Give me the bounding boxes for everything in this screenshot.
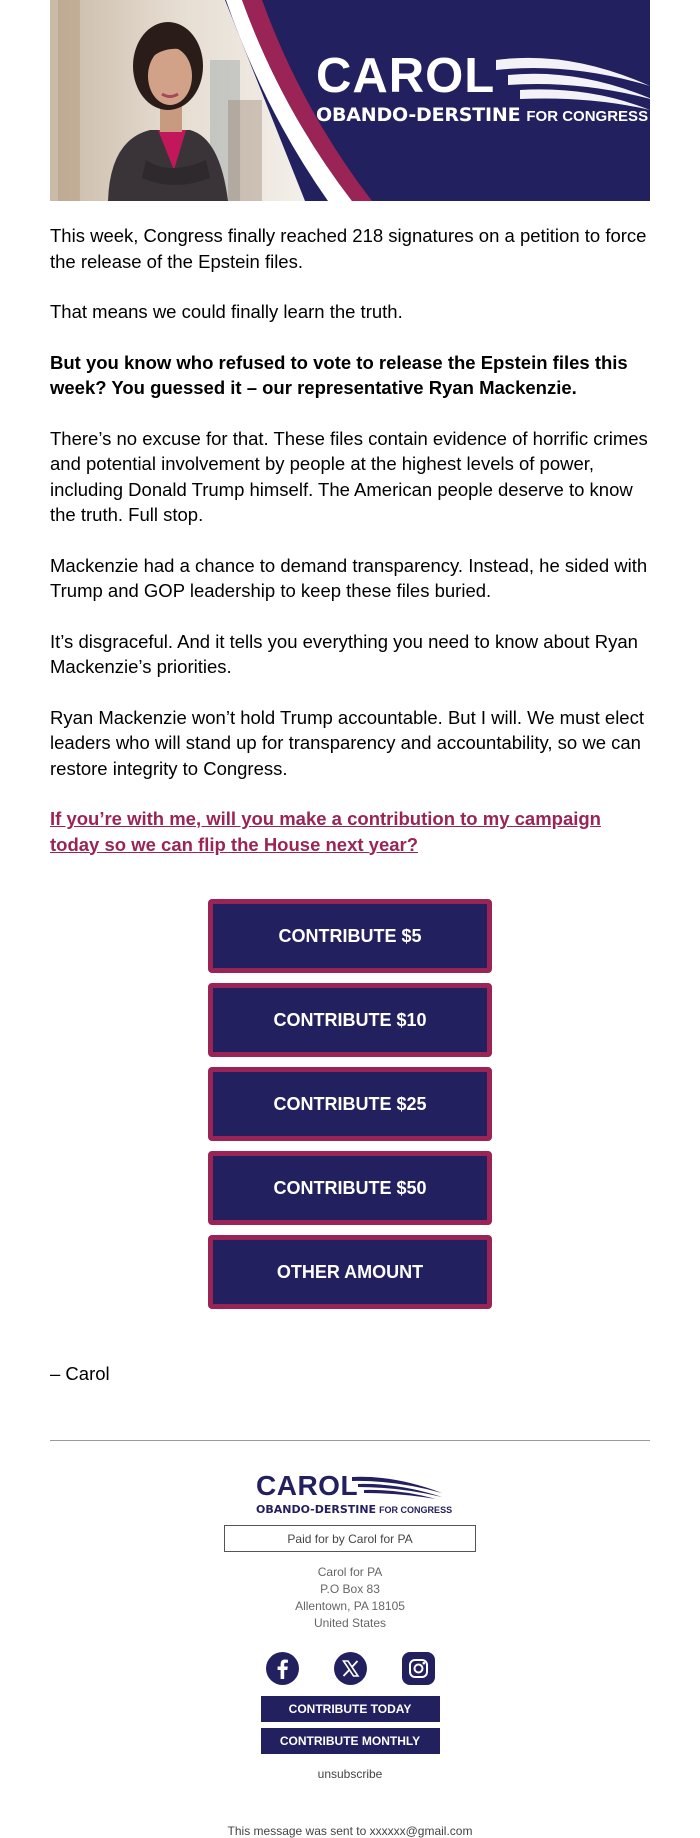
facebook-icon[interactable] [266, 1652, 299, 1685]
address-line: United States [313, 1616, 387, 1630]
body-paragraph: Ryan Mackenzie won’t hold Trump accountable. But I will. We must elect leaders who will stand up for transparency and accountability, so we can restore integrity to Congress. [50, 706, 644, 779]
body-paragraph-bold: But you know who refused to vote to release the Epstein files this week? You guessed it – our representative Ryan Mackenzie. [50, 351, 628, 398]
footer-logo-primary: CAROL [256, 1470, 359, 1501]
body-paragraph: Mackenzie had a chance to demand transparency. Instead, he sided with Trump and GOP leadership to keep these files buried. [50, 554, 648, 601]
contribute-25-button[interactable]: CONTRIBUTE $25 [208, 1067, 492, 1141]
footer [50, 1441, 650, 1838]
other-amount-button[interactable]: OTHER AMOUNT [208, 1235, 492, 1309]
contribute-50-button[interactable]: CONTRIBUTE $50 [208, 1151, 492, 1225]
donate-button-group [50, 899, 650, 1319]
recipient-notice: This message was sent to xxxxxx@gmail.com [227, 1824, 473, 1838]
social-links [266, 1652, 435, 1685]
address-line: Carol for PA [317, 1565, 383, 1579]
mailing-address [295, 1564, 405, 1632]
body-paragraph: This week, Congress finally reached 218 signatures on a petition to force the release of the Epstein files. [50, 225, 647, 272]
contribute-today-button[interactable]: CONTRIBUTE TODAY [261, 1696, 440, 1722]
banner-name-primary: CAROL [316, 49, 496, 103]
banner-wordmark [316, 49, 649, 126]
footer-logo-tagline: FOR CONGRESS [379, 1505, 453, 1515]
flag-stripes-icon [350, 1475, 444, 1499]
body-paragraph: There’s no excuse for that. These files contain evidence of horrific crimes and potential involvement by people at the highest levels of power, including Donald Trump himself. The American people deserve to know the truth. Full stop. [50, 427, 648, 525]
banner-name-secondary: OBANDO-DERSTINE [316, 104, 521, 126]
email-container [50, 0, 650, 1838]
contribute-monthly-button[interactable]: CONTRIBUTE MONTHLY [261, 1728, 440, 1754]
footer-logo-secondary: OBANDO-DERSTINE [256, 1503, 377, 1516]
paid-for-disclaimer: Paid for by Carol for PA [224, 1525, 476, 1552]
footer-logo [256, 1470, 453, 1517]
signoff: – Carol [50, 1363, 110, 1384]
contribute-10-button[interactable]: CONTRIBUTE $10 [208, 983, 492, 1057]
unsubscribe-link[interactable]: unsubscribe [317, 1767, 383, 1781]
contribute-5-button[interactable]: CONTRIBUTE $5 [208, 899, 492, 973]
body-paragraph: It’s disgraceful. And it tells you everything you need to know about Ryan Mackenzie’s priorities. [50, 630, 638, 677]
address-line: Allentown, PA 18105 [295, 1599, 405, 1613]
banner-tagline: FOR CONGRESS [526, 108, 649, 125]
header-banner [50, 0, 650, 201]
address-line: P.O Box 83 [320, 1582, 380, 1596]
instagram-icon[interactable] [402, 1652, 435, 1685]
x-icon[interactable] [334, 1652, 367, 1685]
contribution-cta-link[interactable]: If you’re with me, will you make a contribution to my campaign today so we can flip the House next year? [50, 808, 601, 855]
body-paragraph: That means we could finally learn the truth. [50, 301, 403, 322]
